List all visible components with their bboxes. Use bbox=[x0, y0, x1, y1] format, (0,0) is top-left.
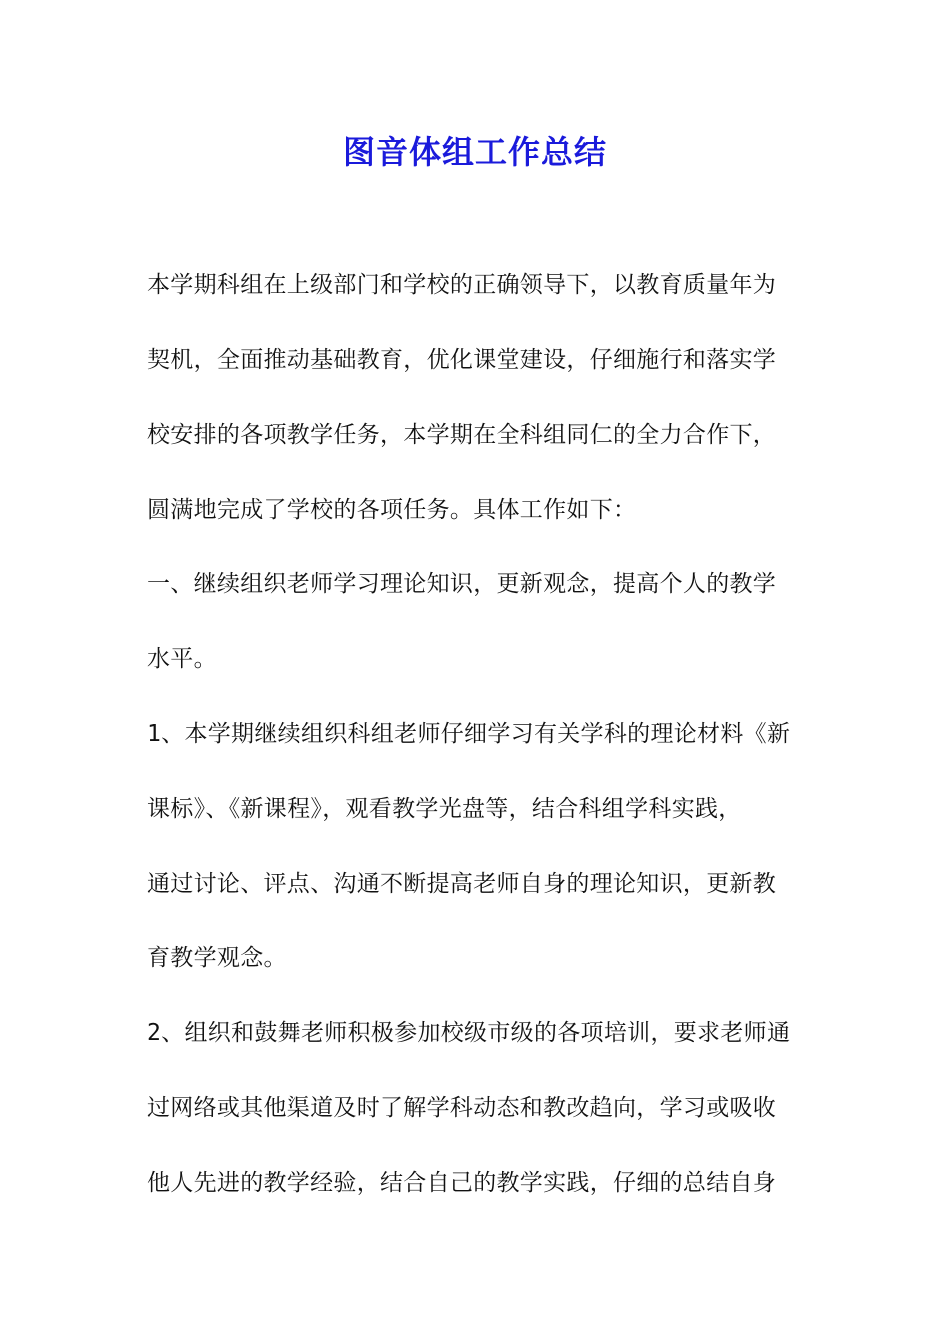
list-item-line: 过网络或其他渠道及时了解学科动态和教改趋向，学习或吸收 bbox=[147, 1095, 777, 1121]
paragraph-line: 本学期科组在上级部门和学校的正确领导下，以教育质量年为 bbox=[147, 272, 777, 298]
list-item-line: 1、本学期继续组织科组老师仔细学习有关学科的理论材料《新 bbox=[147, 721, 791, 747]
section-heading-line: 一、继续组织老师学习理论知识，更新观念，提高个人的教学 bbox=[147, 571, 777, 597]
list-item-line: 他人先进的教学经验，结合自己的教学实践，仔细的总结自身 bbox=[147, 1170, 777, 1196]
paragraph-line: 校安排的各项教学任务，本学期在全科组同仁的全力合作下， bbox=[147, 422, 777, 448]
list-item-line: 通过讨论、评点、沟通不断提高老师自身的理论知识，更新教 bbox=[147, 871, 777, 897]
list-item-line: 育教学观念。 bbox=[147, 945, 287, 971]
paragraph-line: 圆满地完成了学校的各项任务。具体工作如下： bbox=[147, 497, 637, 523]
document-title: 图音体组工作总结 bbox=[342, 133, 607, 171]
paragraph-line: 契机，全面推动基础教育，优化课堂建设，仔细施行和落实学 bbox=[147, 347, 777, 373]
list-item-line: 2、组织和鼓舞老师积极参加校级市级的各项培训，要求老师通 bbox=[147, 1020, 791, 1046]
list-item-line: 课标》、《新课程》，观看教学光盘等，结合科组学科实践， bbox=[147, 796, 742, 822]
section-heading-line: 水平。 bbox=[147, 646, 217, 672]
